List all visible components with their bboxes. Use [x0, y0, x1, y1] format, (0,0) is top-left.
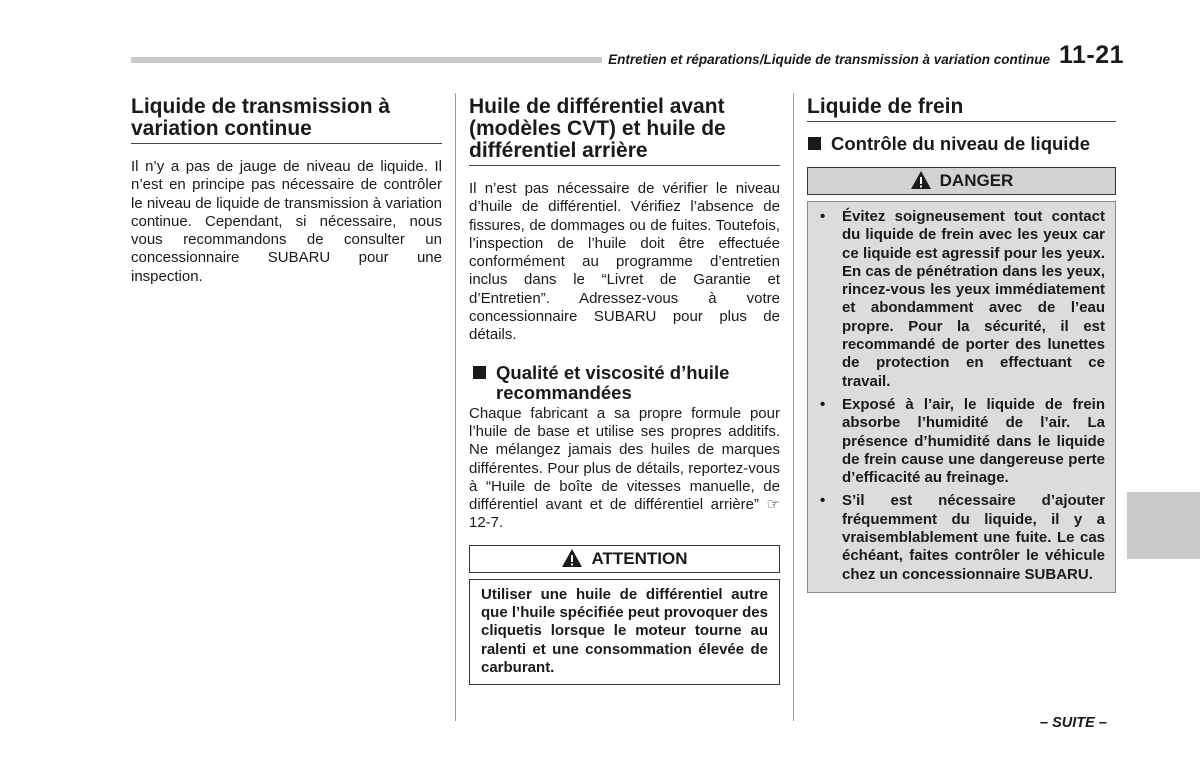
chapter-thumb-tab	[1127, 492, 1200, 559]
bullet-icon: •	[820, 208, 826, 225]
section-body: Il n’y a pas de jauge de niveau de liquide. Il n’est en principe pas nécessaire de contrôler le niveau de liquide de transmission à variation continue. Cependant, si nécessaire, nous vous recommandons de consulter un concessionnaire SUBARU pour une inspection.	[131, 158, 443, 285]
attention-label: ATTENTION	[591, 548, 688, 568]
square-bullet-icon	[808, 137, 821, 150]
column-divider	[793, 93, 794, 721]
bullet-icon: •	[820, 492, 826, 510]
column-differential-oil	[469, 96, 780, 685]
section-title: Huile de différentiel avant (modèles CVT) et huile de différentiel arrière	[469, 96, 780, 166]
list-item	[816, 396, 1105, 487]
attention-banner	[469, 545, 780, 573]
column-cvt-fluid	[131, 96, 442, 286]
danger-item-text: S’il est nécessaire d’ajouter fréquemment du liquide, il y a vraisemblablement une fuite. Le cas échéant, faites contrôler le véhicule chez un concessionnaire SUBARU.	[842, 492, 1105, 583]
column-brake-fluid	[807, 96, 1116, 593]
danger-label: DANGER	[939, 171, 1014, 190]
column-divider	[455, 93, 456, 721]
subheading	[804, 134, 1116, 154]
warning-triangle-icon	[910, 170, 932, 190]
subheading-text: Contrôle du niveau de liquide	[831, 133, 1091, 154]
danger-item-text: Exposé à l’air, le liquide de frein absorbe l’humidité de l’air. La présence d’humidité dans le liquide de frein cause une dangereuse perte d’efficacité au freinage.	[842, 395, 1105, 487]
danger-banner	[807, 167, 1116, 195]
list-item	[816, 208, 1105, 391]
running-header: Entretien et réparations/Liquide de transmission à variation continue	[602, 52, 1050, 67]
section-title: Liquide de transmission à variation continue	[131, 96, 442, 144]
danger-box	[807, 201, 1116, 593]
square-bullet-icon	[473, 366, 486, 379]
page-number: 11-21	[1059, 41, 1125, 69]
section-body: Il n’est pas nécessaire de vérifier le niveau d’huile de différentiel. Vérifiez l’absence de fissures, de dommages ou de fuites. Toutefois, l’inspection de l’huile doit être effectuée conformément au programme d’entretien inclus dans le “Livret de Garantie et d’Entretien”. Adressez-vous à votre concessionnaire SUBARU pour plus de détails.	[469, 180, 780, 344]
list-item	[816, 492, 1105, 583]
bullet-icon: •	[820, 395, 826, 413]
section-title: Liquide de frein	[807, 96, 1116, 122]
attention-box: Utiliser une huile de différentiel autre que l’huile spécifiée peut provoquer des cliquetis lorsque le moteur tourne au ralenti et une consommation élevée de carburant.	[469, 579, 780, 685]
continued-marker: – SUITE –	[1040, 715, 1107, 731]
danger-item-text: Évitez soigneusement tout contact du liquide de frein avec les yeux car ce liquide est agressif pour les yeux. En cas de pénétration dans les yeux, rincez-vous les yeux immédiatement et abondamment avec de l’eau propre. Pour la sécurité, il est recommandé de porter des lunettes de protection en effectuant ce travail.	[842, 208, 1105, 390]
subheading-text: Qualité et viscosité d’huile recommandées	[496, 361, 730, 403]
warning-triangle-icon	[561, 548, 583, 568]
danger-list	[816, 208, 1105, 584]
subsection-body: Chaque fabricant a sa propre formule pour l’huile de base et utilise ses propres additifs. Ne mélangez jamais des huiles de marques différentes. Pour plus de détails, reportez-vous à “Huile de boîte de vitesses manuelle, de différentiel avant et de différentiel arrière” ☞12-7.	[469, 404, 780, 532]
subheading	[469, 363, 780, 403]
